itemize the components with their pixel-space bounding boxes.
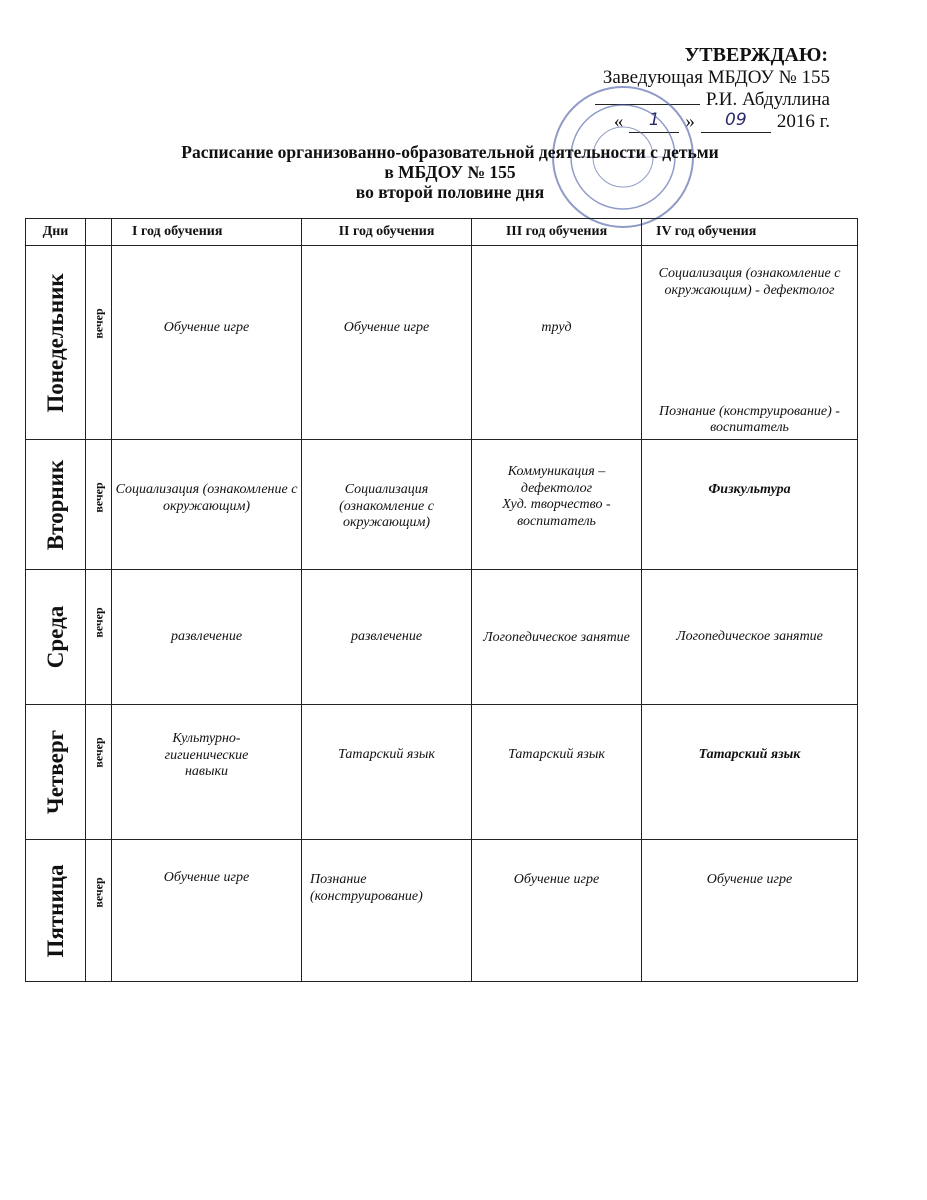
title-line-3: во второй половине дня [355,182,545,203]
title-line-2: в МБДОУ № 155 [384,162,516,183]
cell-tuesday-year3 [472,440,642,570]
date-year: 2016 г. [776,110,830,132]
part-monday [86,246,112,440]
header-year-3: III год обучения [472,219,642,246]
table-row-monday [26,246,858,440]
tuesday-year3-activity-1: Коммуникация – дефектолог [507,464,606,496]
day-monday [26,246,86,440]
cell-thursday-year2: Татарский язык [302,705,472,840]
cell-monday-year3: труд [472,246,642,440]
table-header-row [26,219,858,246]
part-friday [86,840,112,982]
part-tuesday [86,440,112,570]
cell-wednesday-year2: развлечение [302,570,472,705]
table-row-wednesday [26,570,858,705]
title-line-1: Расписание организованно-образовательной деятельности с детьми [181,142,719,162]
date-day: 1 [629,111,679,133]
header-year-1: I год обучения [112,219,302,246]
date-month: 09 [701,111,771,133]
part-thursday [86,705,112,840]
approval-title: УТВЕРЖДАЮ: [684,44,828,66]
day-label: Вторник [42,459,68,550]
cell-wednesday-year3: Логопедическое занятие [472,570,642,705]
table-row-friday [26,840,858,982]
signature-mark [595,104,700,105]
monday-year4-activity-2: Познание (конструирование) - воспитатель [659,403,840,436]
cell-friday-year3: Обучение игре [472,840,642,982]
part-label: вечер [91,482,105,513]
part-label: вечер [91,877,105,908]
schedule-table [25,218,858,982]
day-label: Среда [42,605,68,669]
part-label: вечер [91,308,105,339]
day-thursday [26,705,86,840]
header-year-4: IV год обучения [642,219,858,246]
day-wednesday [26,570,86,705]
cell-thursday-year1: Культурно-гигиенические навыки [112,705,302,840]
approval-position: Заведующая МБДОУ № 155 [602,67,830,88]
day-tuesday [26,440,86,570]
cell-tuesday-year4: Физкультура [642,440,858,570]
document-title [0,142,900,202]
table-row-thursday [26,705,858,840]
part-label: вечер [91,607,105,638]
day-friday [26,840,86,982]
cell-thursday-year4: Татарский язык [642,705,858,840]
cell-thursday-year3: Татарский язык [472,705,642,840]
cell-monday-year1: Обучение игре [112,246,302,440]
table-row-tuesday [26,440,858,570]
approval-signatory: Р.И. Абдуллина [705,88,830,110]
tuesday-year3-activity-2: Худ. творчество - воспитатель [502,497,611,529]
approval-date [500,111,830,133]
approval-signature-line [500,89,830,111]
date-close-quote: » [685,110,695,132]
cell-tuesday-year1: Социализация (ознакомление с окружающим) [112,440,302,570]
cell-tuesday-year2: Социализация (ознакомление с окружающим) [302,440,472,570]
header-days: Дни [26,219,86,246]
cell-wednesday-year1: развлечение [112,570,302,705]
cell-monday-year2: Обучение игре [302,246,472,440]
cell-friday-year2: Познание (конструирование) [302,840,472,982]
date-open-quote: « [613,110,624,132]
cell-friday-year4: Обучение игре [642,840,858,982]
day-label: Понедельник [42,272,68,413]
monday-year4-activity-1: Социализация (ознакомление с окружающим) - дефектолог [658,266,841,298]
approval-block [500,44,830,133]
part-wednesday [86,570,112,705]
day-label: Четверг [42,729,68,815]
header-part [86,219,112,246]
day-label: Пятница [42,864,68,957]
header-year-2: II год обучения [302,219,472,246]
cell-wednesday-year4: Логопедическое занятие [642,570,858,705]
part-label: вечер [91,737,105,768]
cell-monday-year4 [642,246,858,440]
cell-friday-year1: Обучение игре [112,840,302,982]
